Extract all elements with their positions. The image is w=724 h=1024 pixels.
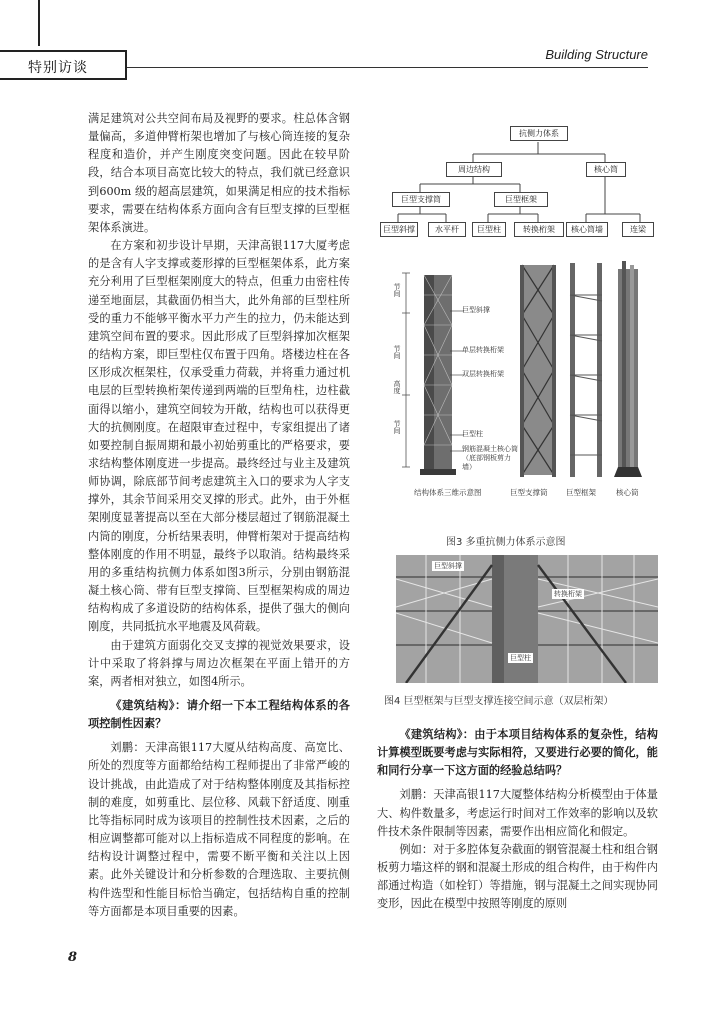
fig3-bottom-label-1: 结构体系三维示意图 [414,488,482,497]
fig3-height-label-1: 节间 [393,283,401,297]
fig3-annot-single-truss: 单层转换桁架 [462,346,504,354]
org-leaf-4: 转换桁架 [514,222,564,237]
left-column [88,110,350,921]
figure-4-connection-view [396,555,658,683]
org-mega-brace-tube: 巨型支撑筒 [392,192,450,207]
section-tab [0,50,127,80]
fig3-bottom-label-4: 核心筒 [616,488,639,497]
org-leaf-1: 巨型斜撑 [380,222,418,237]
org-leaf-6: 连梁 [622,222,654,237]
fig3-annot-core: 钢筋混凝土核心筒（底部钢板剪力墙） [462,445,518,471]
body-paragraph: 刘鹏：天津高银117大厦从结构高度、高宽比、所处的烈度等方面都给结构工程师提出了非常严峻的设计挑战，由此造成了对于结构整体刚度及其指标控制的难度，如剪重比、层位移、风载下舒适度、刚重比等指标同时成为该项目的控制性技术因素，之后的相应调整都可能对以上指标造成不同程度的影响。在结构设计调整过程中，需要不断平衡和关注以上因素。此外关键设计和分析参数的合理选取、主要抗侧构件选型和性能目标恰当确定，包括结构自重的控制等方面都是本项目重要的因素。 [88,741,350,918]
body-paragraph: 刘鹏：天津高银117大厦整体结构分析模型由于体量大、构件数量多，考虑运行时间对工作效率的影响以及软件技术条件限制等因素，需要作出相应简化和假定。 [377,788,658,838]
header-vertical-rule [38,0,40,46]
body-paragraph: 满足建筑对公共空间布局及视野的要求。柱总体含钢量偏高，多道伸臂桁架也增加了与核心筒连接的复杂程度和造价，并产生刚度突变问题。因此在较早阶段，结合本项目高宽比较大的特点，我们就已经意识到600m 级的超高层建筑，如果满足相应的技术指标要求，需要在结构体系方面向含有巨型支撑的巨型框架体系演进。 [88,112,350,234]
fig3-bottom-label-3: 巨型框架 [566,488,596,497]
figure-3-caption: 图3 多重抗侧力体系示意图 [446,537,566,548]
org-root: 抗侧力体系 [510,126,568,141]
org-leaf-5: 核心筒墙 [566,222,608,237]
body-paragraph: 在方案和初步设计早期，天津高银117大厦考虑的是含有人字支撑或菱形撑的巨型框架体系，此方案充分利用了巨型框架刚度大的特点，但重力由密柱传递至地面层，其截面仍相当大，此外角部的巨型柱所受的重力不能够平衡水平力产生的拉力，仍未能达到建筑空间布置的要求。因此形成了巨型斜撑加次框架的结构方案，即巨型柱仅布置于四角。塔楼边柱在各区形成次框架柱，仅承受重力荷载，并将重力通过机电层的巨型转换桁架传递到两端的巨型角柱，边柱截面得以缩小，建筑空间较为开敞，结构也可以获得更大的抗侧刚度。在超限审查过程中，专家组提出了诸如要控制自振周期和最小初始剪重比的严格要求，要求结构整体刚度进一步提高。最终经过与业主及建筑师协调，除底部节间考虑建筑主入口的要求为人字支撑外，其余节间采用交叉撑的形式。此外，由于外框架刚度显著提高以至在大部分楼层超过了钢筋混凝土内筒的刚度，分析结果表明，伸臂桁架对于提高结构整体刚度的作用不明显，最终予以取消。结构最终采用的多重结构抗侧力体系如图3所示，分别由钢筋混凝土核心筒、带有巨型支撑筒、巨型框架构成的周边结构构成了多道设防的结构体系，提供了强大的侧向刚度，共同抵抗水平地震及风荷载。 [88,239,350,634]
org-peripheral: 周边结构 [446,162,502,177]
fig4-label-brace: 巨型斜撑 [434,562,462,570]
fig3-annot-column: 巨型柱 [462,430,483,438]
right-column [377,720,658,914]
fig3-annot-double-truss: 双层转换桁架 [462,370,504,378]
figure-3-structure-3d [392,255,682,535]
fig3-annot-brace: 巨型斜撑 [462,306,490,314]
fig4-label-column: 巨型柱 [510,654,531,662]
page-number: 8 [68,950,78,965]
org-leaf-3: 巨型柱 [472,222,506,237]
question-paragraph: 《建筑结构》：请介绍一下本工程结构体系的各项控制性因素？ [88,699,350,731]
connection-illustration [396,555,658,683]
fig3-height-label-4: 高度 [393,380,401,394]
header-rule [127,67,648,68]
fig3-height-label-3: 节间 [393,420,401,434]
fig3-bottom-label-2: 巨型支撑筒 [510,488,548,497]
body-paragraph: 例如：对于多腔体复杂截面的钢管混凝土柱和组合钢板剪力墙这样的钢和混凝土形成的组合构件，由于构件内部通过构造（如栓钉）等措施，钢与混凝土之间实现协同变形，因此在模型中按照等刚度的原则 [377,842,658,911]
journal-brand: Building Structure [545,47,648,62]
org-leaf-2: 水平杆 [428,222,466,237]
fig4-label-truss: 转换桁架 [554,590,582,598]
org-core: 核心筒 [586,162,626,177]
section-tab-label: 特别访谈 [28,60,88,76]
org-mega-frame: 巨型框架 [494,192,548,207]
fig3-height-label-2: 节间 [393,345,401,359]
question-paragraph: 《建筑结构》：由于本项目结构体系的复杂性，结构计算模型既要考虑与实际相符，又要进行必要的简化，能和同行分享一下这方面的经验总结吗？ [377,728,658,778]
body-paragraph: 由于建筑方面弱化交叉支撑的视觉效果要求，设计中采取了将斜撑与周边次框架在平面上错开的方案，两者相对独立，如图4所示。 [88,638,350,688]
figure-4-caption: 图4 巨型框架与巨型支撑连接空间示意（双层桁架） [384,696,614,707]
figure-3-org-chart [383,112,680,252]
